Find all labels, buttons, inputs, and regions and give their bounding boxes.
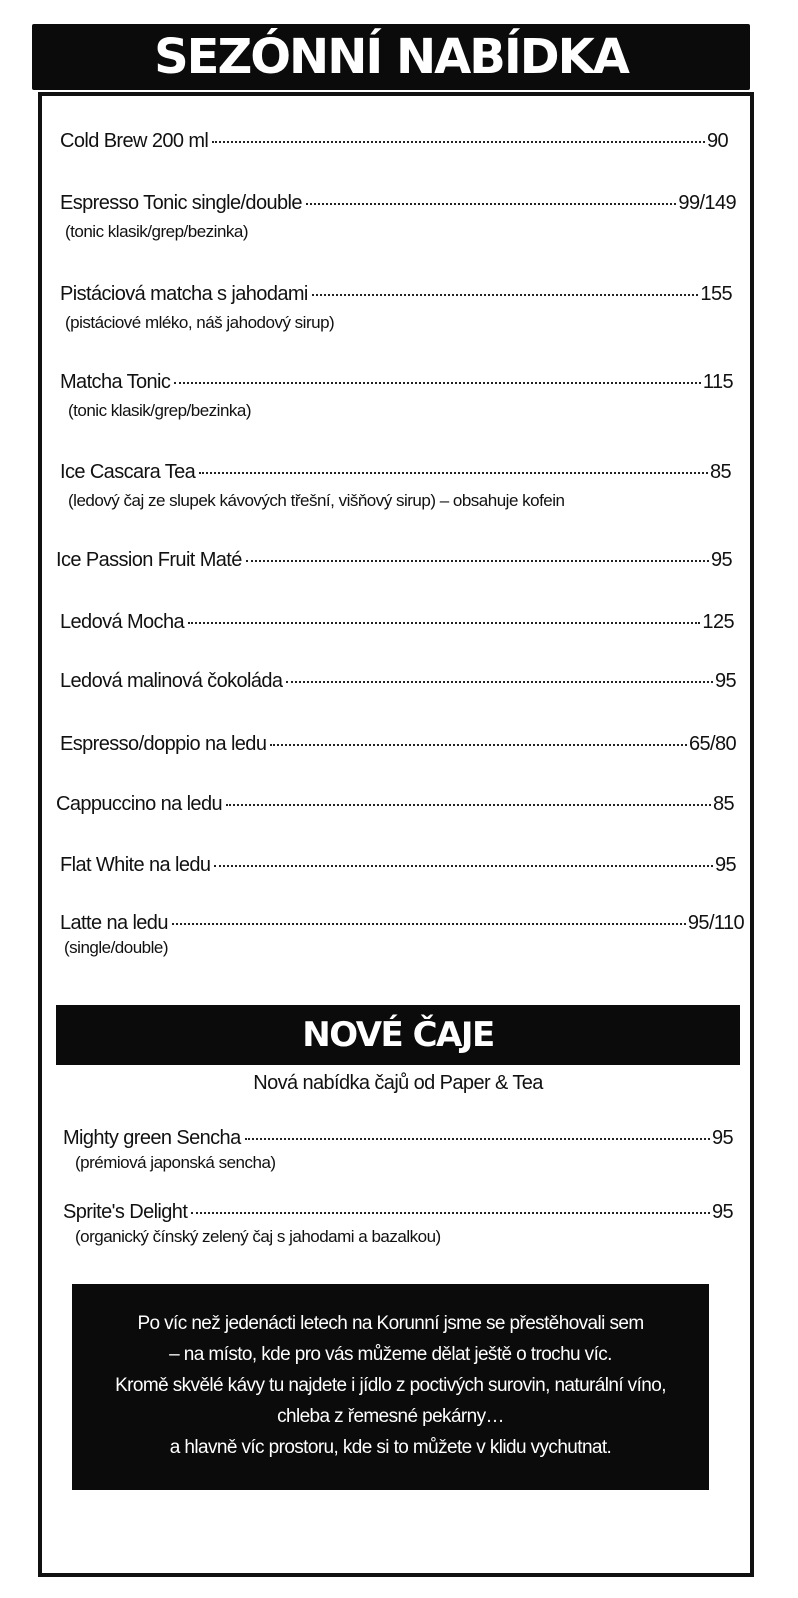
- dot-leader: [214, 865, 713, 867]
- dot-leader: [270, 744, 687, 746]
- item-price: 95: [714, 670, 736, 692]
- dot-leader: [212, 141, 705, 143]
- dot-leader: [312, 294, 699, 296]
- menu-title: SEZÓNNÍ NABÍDKA: [154, 29, 628, 85]
- menu-item: [60, 669, 736, 693]
- menu-item: [60, 370, 733, 394]
- item-name: Flat White na ledu: [60, 854, 211, 876]
- menu-item: [60, 460, 731, 484]
- teas-subtitle: Nová nabídka čajů od Paper & Tea: [253, 1072, 543, 1094]
- dot-leader: [306, 203, 677, 205]
- item-name: Matcha Tonic: [60, 371, 171, 393]
- item-name: Espresso Tonic single/double: [60, 192, 302, 214]
- announcement-box: [72, 1284, 709, 1490]
- item-price: 95: [710, 549, 732, 571]
- item-price: 90: [706, 130, 728, 152]
- announcement-line: Kromě skvělé kávy tu najdete i jídlo z poctivých surovin, naturální víno,: [115, 1375, 666, 1396]
- item-name: Espresso/doppio na ledu: [60, 733, 267, 755]
- item-description: (single/double): [64, 938, 169, 957]
- item-name: Cappuccino na ledu: [56, 793, 222, 815]
- item-price: 95/110: [687, 912, 744, 934]
- tea-item: [63, 1200, 733, 1224]
- menu-item: [56, 792, 734, 816]
- item-description: (ledový čaj ze slupek kávových třešní, višňový sirup) – obsahuje kofein: [68, 491, 565, 510]
- item-price: 65/80: [688, 733, 736, 755]
- dot-leader: [286, 681, 713, 683]
- menu-item: [60, 732, 736, 756]
- announcement-line: a hlavně víc prostoru, kde si to můžete v klidu vychutnat.: [169, 1437, 612, 1458]
- item-name: Mighty green Sencha: [63, 1127, 241, 1149]
- item-description: (organický čínský zelený čaj s jahodami a bazalkou): [75, 1227, 441, 1246]
- item-price: 85: [712, 793, 734, 815]
- item-price: 85: [709, 461, 731, 483]
- menu-item: [60, 129, 728, 153]
- item-price: 95: [711, 1201, 733, 1223]
- dot-leader: [191, 1212, 710, 1214]
- item-name: Cold Brew 200 ml: [60, 130, 209, 152]
- menu-item: [60, 610, 734, 634]
- dot-leader: [172, 923, 686, 925]
- tea-item: [63, 1126, 733, 1150]
- dot-leader: [226, 804, 711, 806]
- item-name: Ice Cascara Tea: [60, 461, 196, 483]
- item-price: 155: [700, 283, 732, 305]
- item-price: 125: [702, 611, 734, 633]
- item-price: 95: [711, 1127, 733, 1149]
- menu-item: [60, 911, 744, 935]
- dot-leader: [246, 560, 709, 562]
- dot-leader: [199, 472, 708, 474]
- item-name: Sprite's Delight: [63, 1201, 188, 1223]
- announcement-line: – na místo, kde pro vás můžeme dělat ještě o trochu víc.: [169, 1344, 612, 1365]
- announcement-line: Po víc než jedenácti letech na Korunní jsme se přestěhovali sem: [137, 1313, 644, 1334]
- menu-item: [60, 191, 736, 215]
- item-price: 95: [714, 854, 736, 876]
- item-name: Ledová Mocha: [60, 611, 185, 633]
- item-price: 115: [702, 371, 733, 393]
- item-price: 99/149: [678, 192, 736, 214]
- menu-item: [56, 548, 732, 572]
- item-name: Latte na ledu: [60, 912, 168, 934]
- menu-item: [60, 282, 732, 306]
- title-bar: [32, 24, 750, 90]
- teas-title: NOVÉ ČAJE: [302, 1015, 494, 1055]
- dot-leader: [188, 622, 700, 624]
- teas-section-header: [56, 1005, 740, 1065]
- item-description: (tonic klasik/grep/bezinka): [65, 222, 249, 241]
- item-description: (prémiová japonská sencha): [75, 1153, 276, 1172]
- dot-leader: [245, 1138, 710, 1140]
- item-name: Pistáciová matcha s jahodami: [60, 283, 308, 305]
- item-description: (pistáciové mléko, náš jahodový sirup): [65, 313, 335, 332]
- dot-leader: [174, 382, 701, 384]
- menu-item: [60, 853, 736, 877]
- item-name: Ice Passion Fruit Maté: [56, 549, 242, 571]
- item-description: (tonic klasik/grep/bezinka): [68, 401, 252, 420]
- announcement-line: chleba z řemesné pekárny…: [277, 1406, 504, 1427]
- item-name: Ledová malinová čokoláda: [60, 670, 283, 692]
